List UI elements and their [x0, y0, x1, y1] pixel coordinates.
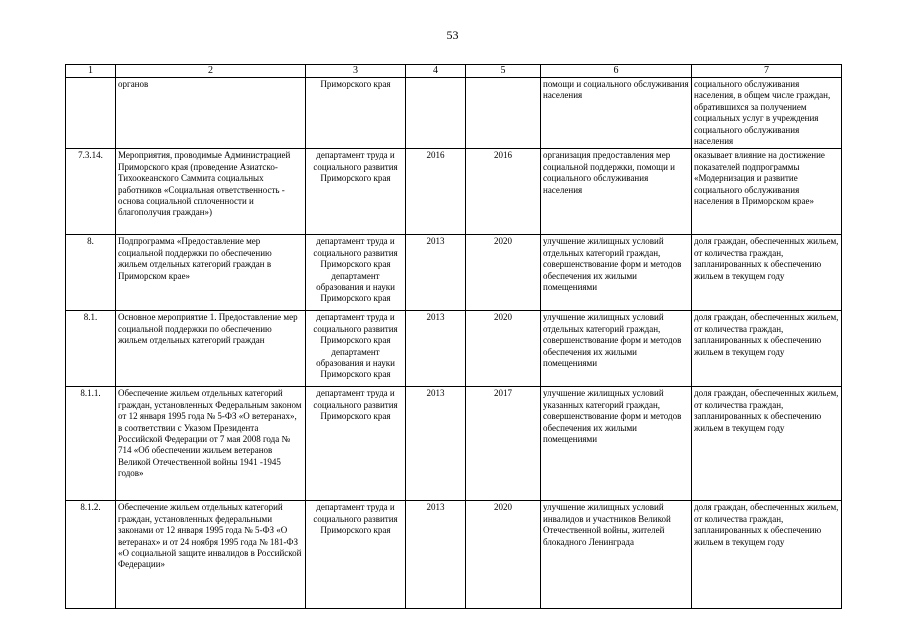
program-measures-table	[65, 64, 842, 609]
item-executor: Приморского края	[306, 78, 406, 149]
table-row	[66, 501, 842, 609]
table-row	[66, 149, 842, 235]
item-name: Основное мероприятие 1. Предоставление мер социальной поддержки по обеспечению жильем отдельных категорий граждан	[116, 311, 306, 387]
column-number-7: 7	[692, 65, 842, 78]
item-start-year: 2013	[406, 387, 466, 501]
item-number: 8.	[66, 235, 116, 311]
table-row	[66, 311, 842, 387]
item-number: 8.1.2.	[66, 501, 116, 609]
item-start-year: 2016	[406, 149, 466, 235]
column-number-2: 2	[116, 65, 306, 78]
item-expected-result: улучшение жилищных условий инвалидов и участников Великой Отечественной войны, жителей блокадного Ленинграда	[541, 501, 692, 609]
item-expected-result: улучшение жилищных условий указанных категорий граждан, совершенствование форм и методов обеспечения их жилыми помещениями	[541, 387, 692, 501]
item-executor: департамент труда и социального развития Приморского края	[306, 501, 406, 609]
item-end-year: 2020	[466, 501, 541, 609]
item-end-year: 2020	[466, 311, 541, 387]
table-row	[66, 235, 842, 311]
item-executor: департамент труда и социального развития Приморского края	[306, 387, 406, 501]
item-executor: департамент труда и социального развития Приморского края департамент образования и науки Приморского края	[306, 311, 406, 387]
column-number-6: 6	[541, 65, 692, 78]
item-expected-result: помощи и социального обслуживания населения	[541, 78, 692, 149]
item-executor: департамент труда и социального развития Приморского края	[306, 149, 406, 235]
column-number-4: 4	[406, 65, 466, 78]
item-name: органов	[116, 78, 306, 149]
item-end-year: 2017	[466, 387, 541, 501]
column-number-row	[66, 65, 842, 78]
column-number-3: 3	[306, 65, 406, 78]
item-expected-result: улучшение жилищных условий отдельных категорий граждан, совершенствование форм и методов обеспечения их жилыми помещениями	[541, 311, 692, 387]
item-expected-result: организация предоставления мер социальной поддержки, помощи и социального обслуживания населения	[541, 149, 692, 235]
item-name: Обеспечение жильем отдельных категорий граждан, установленных федеральными законами от 12 января 1995 года № 5-ФЗ «О ветеранах» и от 24 ноября 1995 года № 181-ФЗ «О социальной защите инвалидов в Российской Федерации»	[116, 501, 306, 609]
item-number: 8.1.	[66, 311, 116, 387]
item-name: Подпрограмма «Предоставление мер социальной поддержки по обеспечению жильем отдельных категорий граждан в Приморском крае»	[116, 235, 306, 311]
table-row	[66, 387, 842, 501]
item-end-year: 2020	[466, 235, 541, 311]
item-executor: департамент труда и социального развития Приморского края департамент образования и науки Приморского края	[306, 235, 406, 311]
item-number	[66, 78, 116, 149]
column-number-5: 5	[466, 65, 541, 78]
item-end-year	[466, 78, 541, 149]
item-expected-result: улучшение жилищных условий отдельных категорий граждан, совершенствование форм и методов обеспечения их жилыми помещениями	[541, 235, 692, 311]
item-name: Мероприятия, проводимые Администрацией Приморского края (проведение Азиатско-Тихоокеанского Саммита социальных работников «Социальная ответственность - основа социальной сплоченности и благополучия граждан»)	[116, 149, 306, 235]
item-start-year: 2013	[406, 501, 466, 609]
column-number-1: 1	[66, 65, 116, 78]
item-start-year	[406, 78, 466, 149]
item-start-year: 2013	[406, 311, 466, 387]
item-indicator: доля граждан, обеспеченных жильем, от количества граждан, запланированных к обеспечению жильем в текущем году	[692, 387, 842, 501]
item-number: 8.1.1.	[66, 387, 116, 501]
item-indicator: доля граждан, обеспеченных жильем, от количества граждан, запланированных к обеспечению жильем в текущем году	[692, 235, 842, 311]
item-end-year: 2016	[466, 149, 541, 235]
item-indicator: доля граждан, обеспеченных жильем, от количества граждан, запланированных к обеспечению жильем в текущем году	[692, 311, 842, 387]
table-row	[66, 78, 842, 149]
item-start-year: 2013	[406, 235, 466, 311]
item-number: 7.3.14.	[66, 149, 116, 235]
page-number: 53	[446, 28, 459, 42]
item-indicator: социального обслуживания населения, в общем числе граждан, обратившихся за получением социальных услуг в учреждения социального обслуживания населения	[692, 78, 842, 149]
item-name: Обеспечение жильем отдельных категорий граждан, установленных Федеральным законом от 12 января 1995 года № 5-ФЗ «О ветеранах», в соответствии с Указом Президента Российской Федерации от 7 мая 2008 года № 714 «Об обеспечении жильем ветеранов Великой Отечественной войны 1941 -1945 годов»	[116, 387, 306, 501]
item-indicator: оказывает влияние на достижение показателей подпрограммы «Модернизация и развитие социального обслуживания населения в Приморском крае»	[692, 149, 842, 235]
item-indicator: доля граждан, обеспеченных жильем, от количества граждан, запланированных к обеспечению жильем в текущем году	[692, 501, 842, 609]
